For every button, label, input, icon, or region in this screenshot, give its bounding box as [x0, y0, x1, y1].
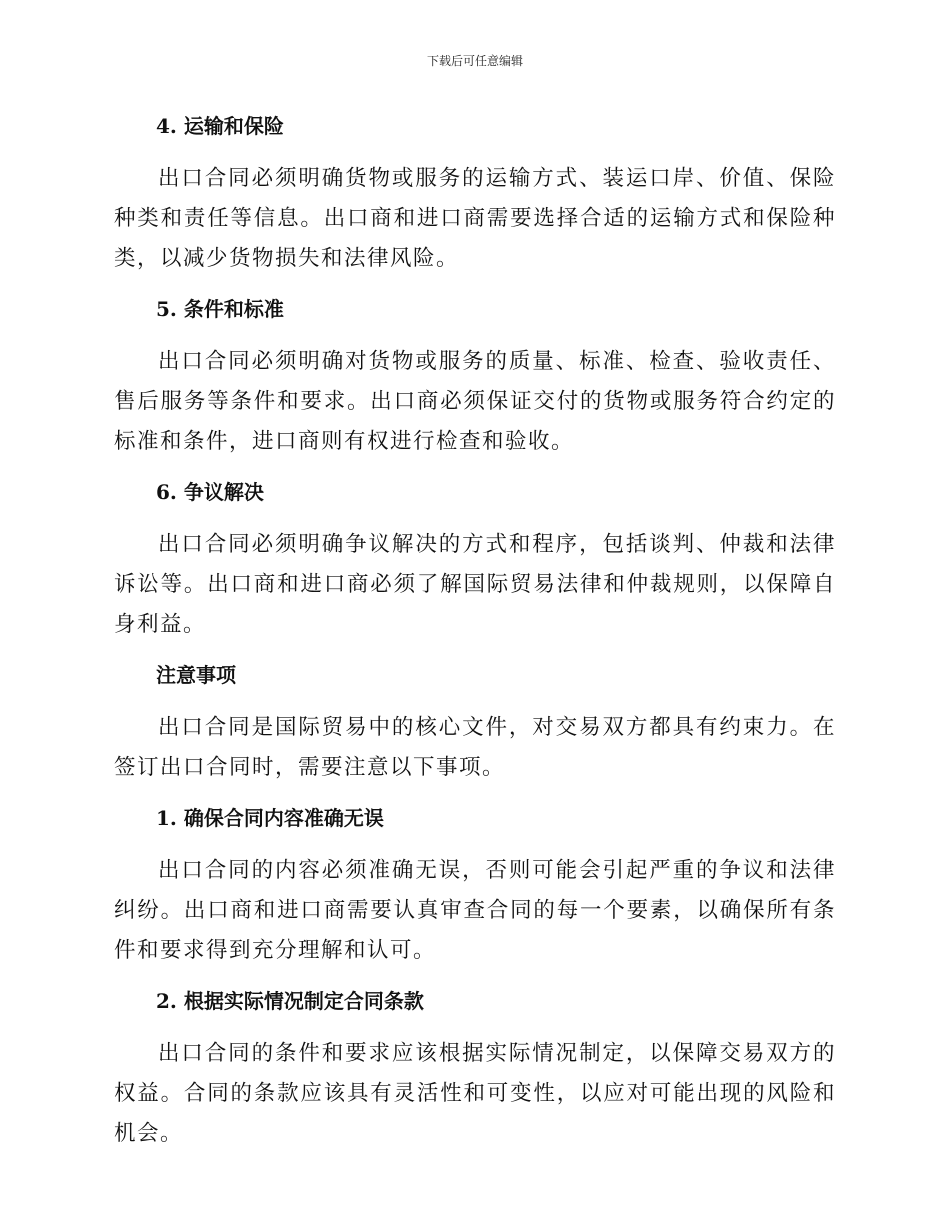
section-paragraph: 出口合同必须明确对货物或服务的质量、标准、检查、验收责任、售后服务等条件和要求。出口商必须保证交付的货物或服务符合约定的标准和条件，进口商则有权进行检查和验收。: [114, 349, 836, 454]
section-heading: 注意事项: [156, 663, 236, 687]
section-paragraph: 出口合同必须明确货物或服务的运输方式、装运口岸、价值、保险种类和责任等信息。出口商和进口商需要选择合适的运输方式和保险种类，以减少货物损失和法律风险。: [114, 166, 836, 271]
section-heading: 4. 运输和保险: [156, 114, 284, 138]
page-header: 下载后可任意编辑: [426, 54, 523, 68]
section-transport-insurance: [114, 111, 836, 279]
section-paragraph: 出口合同的条件和要求应该根据实际情况制定，以保障交易双方的权益。合同的条款应该具有灵活性和可变性，以应对可能出现的风险和机会。: [114, 1041, 836, 1146]
section-conditions-standards: [114, 294, 836, 462]
section-paragraph: 出口合同必须明确争议解决的方式和程序，包括谈判、仲裁和法律诉讼等。出口商和进口商必须了解国际贸易法律和仲裁规则，以保障自身利益。: [114, 532, 836, 637]
section-notes: [114, 660, 836, 788]
section-accuracy: [114, 803, 836, 971]
section-paragraph: 出口合同是国际贸易中的核心文件，对交易双方都具有约束力。在签订出口合同时，需要注意以下事项。: [114, 715, 836, 780]
document-body: [114, 111, 836, 1169]
section-heading: 1. 确保合同内容准确无误: [156, 806, 384, 830]
section-contract-terms: [114, 986, 836, 1154]
section-heading: 6. 争议解决: [156, 480, 264, 504]
section-heading: 2. 根据实际情况制定合同条款: [156, 989, 424, 1013]
section-paragraph: 出口合同的内容必须准确无误，否则可能会引起严重的争议和法律纠纷。出口商和进口商需要认真审查合同的每一个要素，以确保所有条件和要求得到充分理解和认可。: [114, 858, 836, 963]
section-dispute-resolution: [114, 477, 836, 645]
section-heading: 5. 条件和标准: [156, 297, 284, 321]
